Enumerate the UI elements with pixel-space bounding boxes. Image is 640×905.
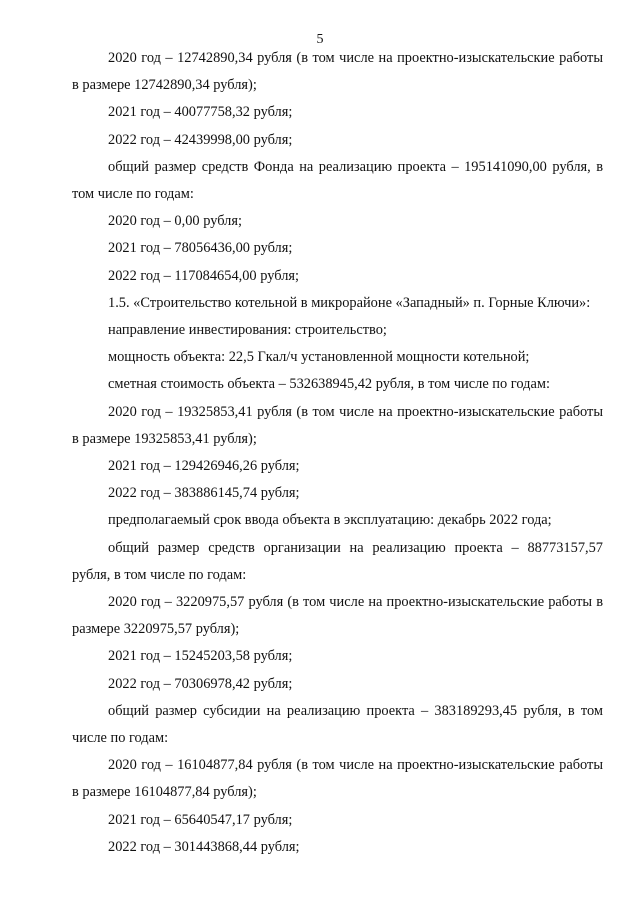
paragraph-cost-2020: 2020 год – 19325853,41 рубля (в том числе на проектно-изыскательские работы в размере 19325853,41 рубля); xyxy=(72,403,603,447)
paragraph-fund-2021: 2021 год – 78056436,00 рубля; xyxy=(108,240,293,257)
paragraph-2020-fund-part: 2020 год – 12742890,34 рубля (в том числе на проектно-изыскательские работы в размере 12742890,34 рубля); xyxy=(72,50,603,94)
paragraph-subsidy-2020: 2020 год – 16104877,84 рубля (в том числе на проектно-изыскательские работы в размере 16104877,84 рубля); xyxy=(72,757,603,801)
paragraph-fund-2022: 2022 год – 117084654,00 рубля; xyxy=(108,267,299,284)
paragraph-estimated-cost: сметная стоимость объекта – 532638945,42 рубля, в том числе по годам: xyxy=(108,376,550,393)
paragraph-investment-direction: направление инвестирования: строительство; xyxy=(108,322,387,339)
paragraph-subsidy-total: общий размер субсидии на реализацию проекта – 383189293,45 рубля, в том числе по годам: xyxy=(72,702,603,747)
document-body xyxy=(72,45,603,861)
page-number: 5 xyxy=(316,32,324,47)
paragraph-object-capacity: мощность объекта: 22,5 Гкал/ч установленной мощности котельной; xyxy=(108,349,530,366)
paragraph-cost-2021: 2021 год – 129426946,26 рубля; xyxy=(108,458,300,475)
paragraph-2022-fund-part: 2022 год – 42439998,00 рубля; xyxy=(108,131,293,148)
paragraph-fund-2020: 2020 год – 0,00 рубля; xyxy=(108,213,242,230)
paragraph-subsidy-2021: 2021 год – 65640547,17 рубля; xyxy=(108,811,293,828)
section-heading-1-5: 1.5. «Строительство котельной в микрорайоне «Западный» п. Горные Ключи»: xyxy=(108,294,591,311)
paragraph-commissioning-date: предполагаемый срок ввода объекта в эксплуатацию: декабрь 2022 года; xyxy=(108,512,552,529)
paragraph-organization-2022: 2022 год – 70306978,42 рубля; xyxy=(108,675,293,692)
paragraph-fund-total: общий размер средств Фонда на реализацию проекта – 195141090,00 рубля, в том числе по годам: xyxy=(72,158,603,203)
paragraph-organization-2020: 2020 год – 3220975,57 рубля (в том числе на проектно-изыскательские работы в размере 3220975,57 рубля); xyxy=(72,594,603,638)
paragraph-subsidy-2022: 2022 год – 301443868,44 рубля; xyxy=(108,838,300,855)
paragraph-2021-fund-part: 2021 год – 40077758,32 рубля; xyxy=(108,104,293,121)
paragraph-cost-2022: 2022 год – 383886145,74 рубля; xyxy=(108,485,300,502)
paragraph-organization-total: общий размер средств организации на реализацию проекта – 88773157,57 рубля, в том числе по годам: xyxy=(72,539,603,583)
paragraph-organization-2021: 2021 год – 15245203,58 рубля; xyxy=(108,648,293,665)
